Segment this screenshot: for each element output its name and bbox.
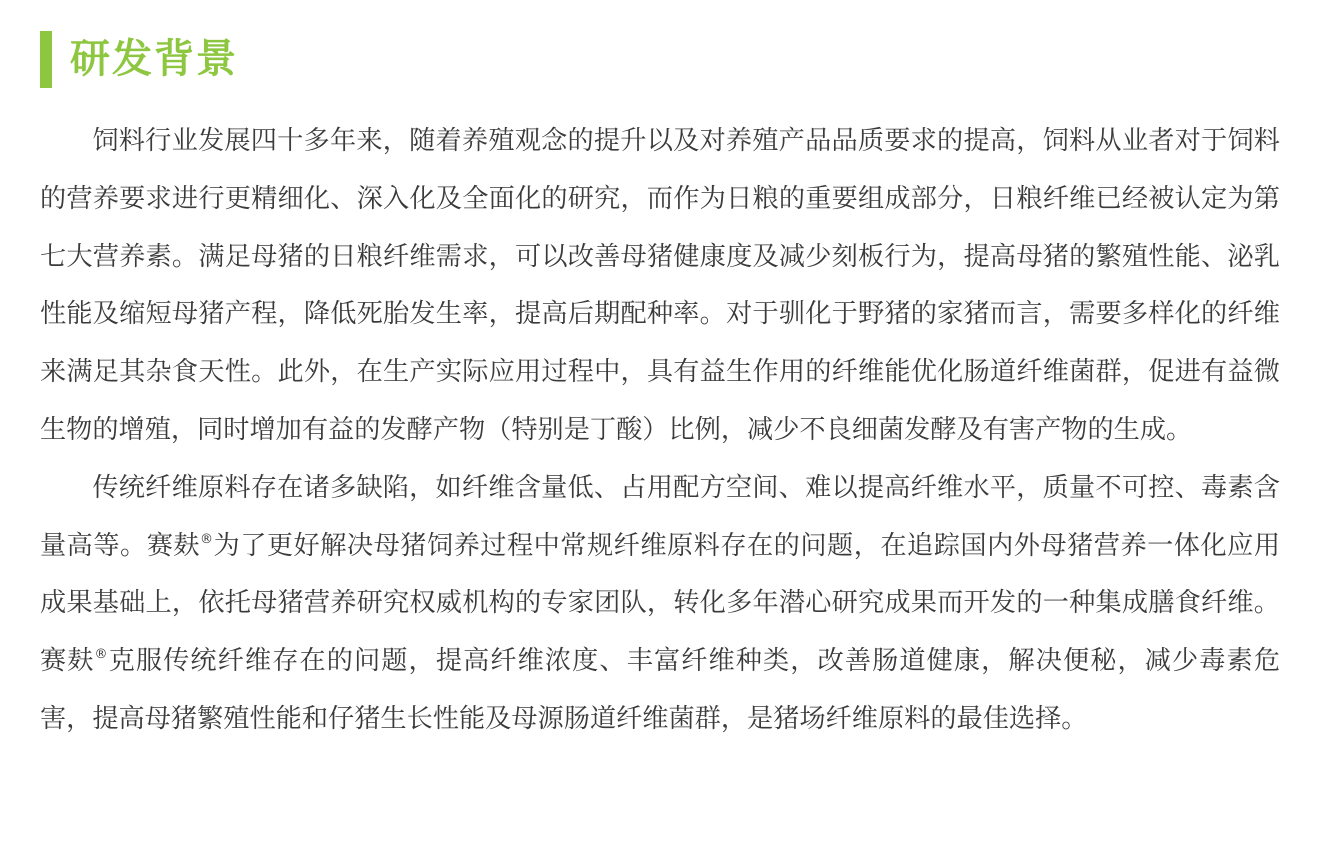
paragraph-product-part2: 为了更好解决母猪饲养过程中常规纤维原料存在的问题，在追踪国内外母猪营养一体化应用成果基础上，依托母猪营养研究权威机构的专家团队，转化多年潜心研究成果而开发的一种集成膳食纤维。赛麸 bbox=[40, 530, 1281, 677]
section-title: 研发背景 bbox=[70, 36, 238, 82]
section-heading bbox=[40, 31, 238, 88]
article-body bbox=[40, 113, 1280, 749]
paragraph-product-part3: 克服传统纤维存在的问题，提高纤维浓度、丰富纤维种类，改善肠道健康，解决便秘，减少毒素危害，提高母猪繁殖性能和仔猪生长性能及母源肠道纤维菌群，是猪场纤维原料的最佳选择。 bbox=[40, 646, 1281, 734]
paragraph-product-part1: 传统纤维原料存在诸多缺陷，如纤维含量低、占用配方空间、难以提高纤维水平，质量不可控、毒素含量高等。赛麸 bbox=[40, 472, 1280, 561]
paragraph-background: 饲料行业发展四十多年来，随着养殖观念的提升以及对养殖产品品质要求的提高，饲料从业者对于饲料的营养要求进行更精细化、深入化及全面化的研究，而作为日粮的重要组成部分，日粮纤维已经被认定为第七大营养素。满足母猪的日粮纤维需求，可以改善母猪健康度及减少刻板行为，提高母猪的繁殖性能、泌乳性能及缩短母猪产程，降低死胎发生率，提高后期配种率。对于驯化于野猪的家猪而言，需要多样化的纤维来满足其杂食天性。此外，在生产实际应用过程中，具有益生作用的纤维能优化肠道纤维菌群，促进有益微生物的增殖，同时增加有益的发酵产物（特别是丁酸）比例，减少不良细菌发酵及有害产物的生成。 bbox=[40, 126, 1280, 445]
heading-accent-bar bbox=[40, 31, 52, 88]
registered-mark: ® bbox=[94, 647, 108, 663]
paragraph-product bbox=[40, 460, 1280, 749]
registered-mark: ® bbox=[200, 531, 214, 547]
